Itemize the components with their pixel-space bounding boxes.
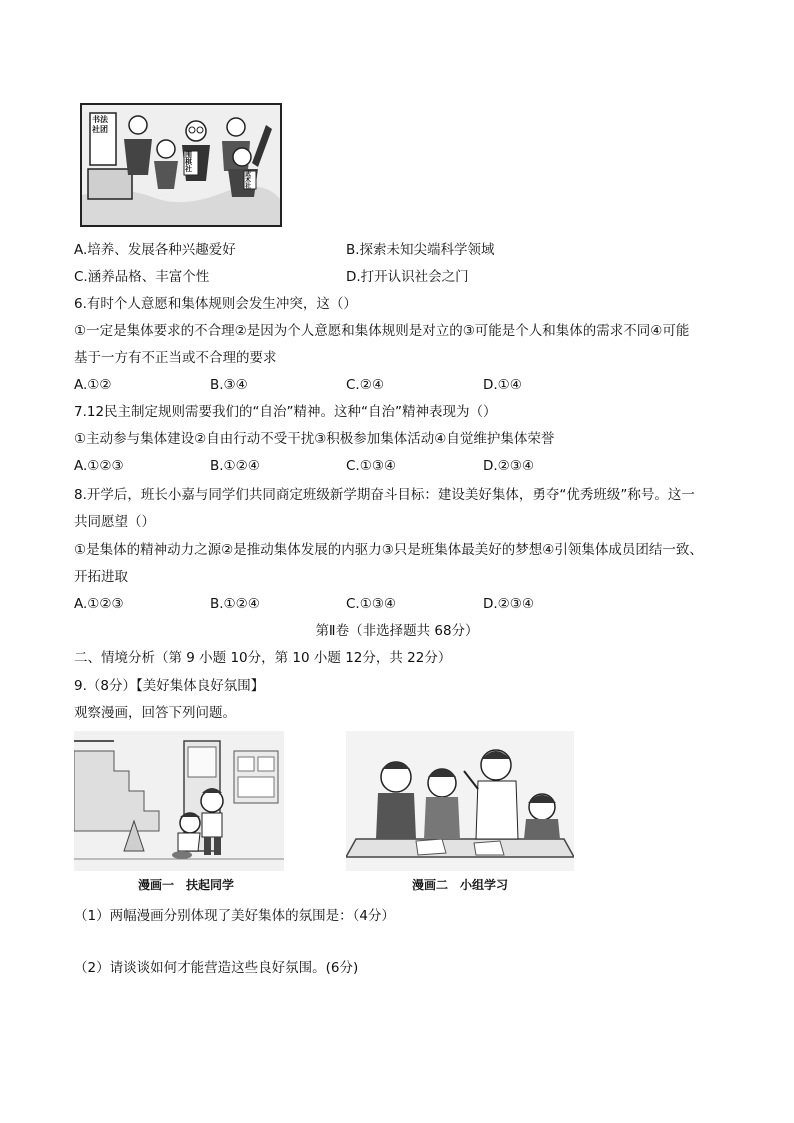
q6-option-c[interactable]: C.②④ xyxy=(346,377,384,393)
cartoon-1-helping-classmate xyxy=(74,731,284,871)
q5-option-d[interactable]: D.打开认识社会之门 xyxy=(346,269,469,285)
calligraphy-club-sign: 书法社团 xyxy=(92,115,108,134)
cartoon-2-drawing xyxy=(346,731,574,871)
q5-club-illustration xyxy=(80,103,282,227)
q7-option-d[interactable]: D.②③④ xyxy=(483,458,534,474)
q6-stem: 6.有时个人意愿和集体规则会发生冲突，这（） xyxy=(74,296,357,312)
q9-heading: 9.（8分）【美好集体良好氛围】 xyxy=(74,678,265,694)
q9-instruction: 观察漫画，回答下列问题。 xyxy=(74,705,236,721)
q7-stem: 7.12民主制定规则需要我们的“自治”精神。这种“自治”精神表现为（） xyxy=(74,404,497,420)
q8-option-c[interactable]: C.①③④ xyxy=(346,596,397,612)
q6-option-b[interactable]: B.③④ xyxy=(210,377,248,393)
q7-option-a[interactable]: A.①②③ xyxy=(74,458,124,474)
q6-statements-line2: 基于一方有不正当或不合理的要求 xyxy=(74,350,277,366)
q6-statements-line1: ①一定是集体要求的不合理②是因为个人意愿和集体规则是对立的③可能是个人和集体的需求不同④可能 xyxy=(74,323,690,339)
section-2-heading: 二、情境分析（第 9 小题 10分，第 10 小题 12分，共 22分） xyxy=(74,650,452,666)
q7-option-b[interactable]: B.①②④ xyxy=(210,458,260,474)
cartoon-2-caption: 漫画二 小组学习 xyxy=(412,878,509,892)
cartoon-2-group-study xyxy=(346,731,574,871)
part2-title: 第Ⅱ卷（非选择题共 68分） xyxy=(315,623,479,639)
q6-option-d[interactable]: D.①④ xyxy=(483,377,522,393)
q8-option-a[interactable]: A.①②③ xyxy=(74,596,124,612)
q7-option-c[interactable]: C.①③④ xyxy=(346,458,397,474)
q8-statements-line2: 开拓进取 xyxy=(74,569,128,585)
q8-statements-line1: ①是集体的精神动力之源②是推动集体发展的内驱力③只是班集体最美好的梦想④引领集体成员团结一致、 xyxy=(74,542,703,558)
q8-stem-line2: 共同愿望（） xyxy=(74,514,155,530)
q5-option-b[interactable]: B.探索未知尖端科学领域 xyxy=(346,242,495,258)
q9-sub-question-1: （1）两幅漫画分别体现了美好集体的氛围是：（4分） xyxy=(74,908,395,924)
q7-statements: ①主动参与集体建设②自由行动不受干扰③积极参加集体活动④自觉维护集体荣誉 xyxy=(74,431,555,447)
q9-sub-question-2: （2）请谈谈如何才能营造这些良好氛围。(6分) xyxy=(74,960,359,976)
q5-option-a[interactable]: A.培养、发展各种兴趣爱好 xyxy=(74,242,236,258)
q8-option-d[interactable]: D.②③④ xyxy=(483,596,534,612)
cartoon-1-drawing xyxy=(74,731,284,871)
q8-stem-line1: 8.开学后，班长小嘉与同学们共同商定班级新学期奋斗目标：建设美好集体，勇夺“优秀班级”称号。这一 xyxy=(74,487,695,503)
q6-option-a[interactable]: A.①② xyxy=(74,377,112,393)
go-club-sign: 围棋社 xyxy=(185,151,192,173)
cartoon-1-caption: 漫画一 扶起同学 xyxy=(138,878,235,892)
martial-arts-club-sign: 武术社 xyxy=(245,171,252,190)
q8-option-b[interactable]: B.①②④ xyxy=(210,596,260,612)
q5-option-c[interactable]: C.涵养品格、丰富个性 xyxy=(74,269,210,285)
